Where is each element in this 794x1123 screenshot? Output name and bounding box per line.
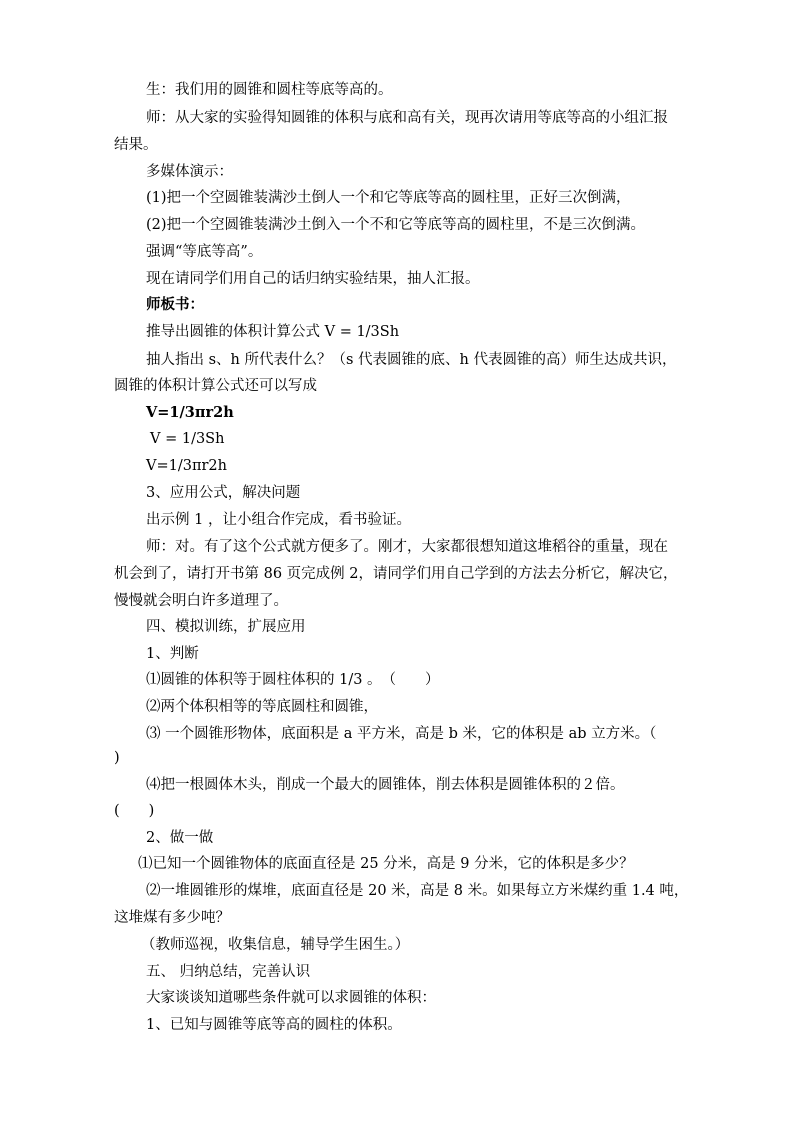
exercise-item-continuation: ( ) (114, 803, 155, 819)
formula-line: V=1/3πr2h (146, 458, 227, 474)
list-item: (1)把一个空圆锥装满沙土倒人一个和它等底等高的圆柱里，正好三次倒满， (146, 190, 631, 206)
paragraph-line: （教师巡视，收集信息，辅导学生困生。） (141, 937, 410, 953)
paragraph-line: 师：对。有了这个公式就方便多了。刚才，大家都很想知道这堆稻谷的重量，现在 (146, 539, 668, 555)
paragraph-line: 师：从大家的实验得知圆锥的体积与底和高有关，现再次请用等底等高的小组汇报 (146, 110, 668, 126)
paragraph-line: 强调“等底等高”。 (146, 244, 263, 260)
exercise-item: ⑴已知一个圆锥物体的底面直径是 25 分米，高是 9 分米，它的体积是多少？ (138, 856, 634, 872)
paragraph-line: 结果。 (114, 137, 158, 153)
section-heading: 四、模拟训练，扩展应用 (146, 619, 306, 635)
subsection-heading: 1、判断 (146, 646, 199, 662)
formula-line: V=1/3πr2h (146, 404, 234, 421)
subsection-heading: 2、做一做 (146, 830, 214, 846)
exercise-item: ⑵一堆圆锥形的煤堆，底面直径是 20 米，高是 8 米。如果每立方米煤约重 1.4 吨， (146, 883, 689, 899)
section-heading: 3、应用公式，解决问题 (146, 485, 301, 501)
paragraph-line: 抽人指出 s、h 所代表什么？（s 代表圆锥的底、h 代表圆锥的高）师生达成共识， (146, 352, 677, 368)
paragraph-line: 慢慢就会明白许多道理了。 (114, 593, 288, 609)
list-item: (2)把一个空圆锥装满沙土倒入一个不和它等底等高的圆柱里，不是三次倒满。 (146, 217, 646, 233)
exercise-item-continuation: ) (114, 750, 120, 766)
paragraph-line: 大家谈谈知道哪些条件就可以求圆锥的体积： (146, 990, 436, 1006)
paragraph-line: 生：我们用的圆锥和圆柱等底等高的。 (146, 82, 393, 98)
paragraph-line: 多媒体演示： (146, 164, 233, 180)
section-heading: 五、 归纳总结，完善认识 (146, 964, 311, 980)
paragraph-line: 现在请同学们用自己的话归纳实验结果，抽人汇报。 (146, 271, 480, 287)
exercise-item: ⑷把一根圆体木头，削成一个最大的圆锥体，削去体积是圆锥体积的２倍。 (146, 777, 625, 793)
exercise-item: ⑴圆锥的体积等于圆柱体积的 1/3 。 （ ） (146, 672, 440, 688)
formula-line: V = 1/3Sh (150, 431, 225, 447)
section-label: 师板书： (146, 296, 204, 313)
paragraph-line: 圆锥的体积计算公式还可以写成 (114, 378, 317, 394)
paragraph-line: 1、已知与圆锥等底等高的圆柱的体积。 (146, 1017, 402, 1033)
exercise-item: ⑶ 一个圆锥形物体，底面积是 a 平方米，高是 b 米，它的体积是 ab 立方米。（ (146, 726, 657, 742)
exercise-item-continuation: 这堆煤有多少吨？ (114, 910, 230, 926)
formula-line: 推导出圆锥的体积计算公式 V = 1/3Sh (146, 324, 400, 340)
exercise-item: ⑵两个体积相等的等底圆柱和圆锥， (146, 699, 378, 715)
paragraph-line: 出示例 1 ，让小组合作完成，看书验证。 (146, 512, 411, 528)
paragraph-line: 机会到了，请打开书第 86 页完成例 2，请同学们用自己学到的方法去分析它，解决它， (114, 566, 678, 582)
